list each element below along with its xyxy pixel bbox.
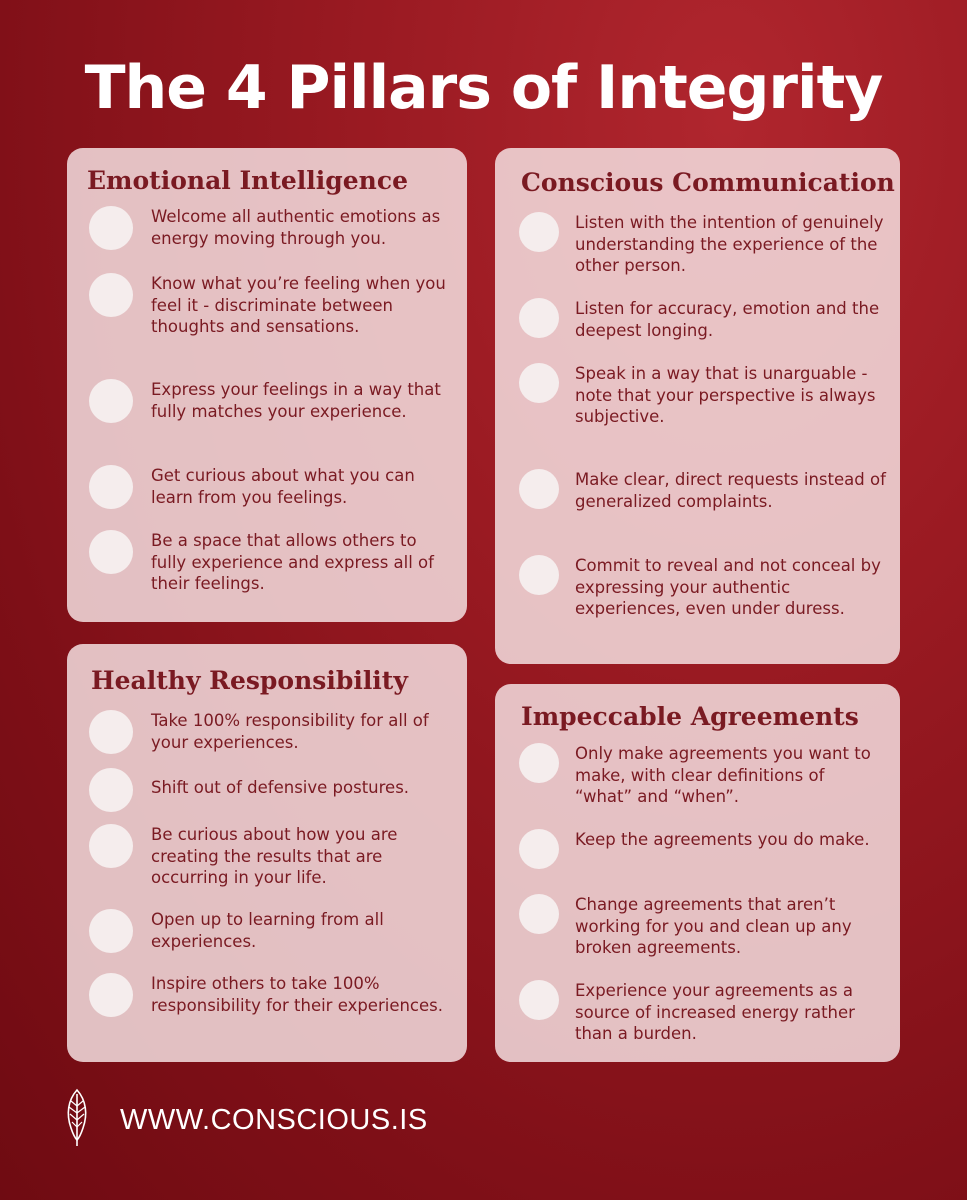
item-text: Open up to learning from all experiences. bbox=[151, 910, 384, 951]
item-text: Make clear, direct requests instead of generalized complaints. bbox=[575, 470, 886, 511]
bullet-circle bbox=[89, 379, 133, 423]
item-text: Listen for accuracy, emotion and the deepest longing. bbox=[575, 299, 880, 340]
feather-icon bbox=[64, 1088, 90, 1148]
card-emotional-intelligence bbox=[67, 148, 467, 622]
item-text: Listen with the intention of genuinely understanding the experience of the other person. bbox=[575, 213, 884, 275]
bullet-circle bbox=[89, 465, 133, 509]
bullet-circle bbox=[89, 973, 133, 1017]
bullet-circle bbox=[89, 710, 133, 754]
item-text: Take 100% responsibility for all of your experiences. bbox=[151, 711, 429, 752]
item-text: Experience your agreements as a source of increased energy rather than a burden. bbox=[575, 981, 855, 1043]
website-url[interactable]: WWW.CONSCIOUS.IS bbox=[120, 1104, 428, 1136]
page-title: The 4 Pillars of Integrity bbox=[84, 53, 883, 123]
item-text: Welcome all authentic emotions as energy moving through you. bbox=[151, 207, 441, 248]
bullet-circle bbox=[519, 363, 559, 403]
item-text: Be curious about how you are creating the results that are occurring in your life. bbox=[151, 825, 398, 887]
item-text: Commit to reveal and not conceal by expressing your authentic experiences, even under duress. bbox=[575, 556, 881, 618]
item-text: Change agreements that aren’t working for you and clean up any broken agreements. bbox=[575, 895, 852, 957]
item-text: Only make agreements you want to make, with clear definitions of “what” and “when”. bbox=[575, 744, 871, 806]
card-title: Impeccable Agreements bbox=[521, 702, 859, 731]
card-title: Conscious Communication bbox=[521, 168, 895, 197]
bullet-circle bbox=[89, 273, 133, 317]
bullet-circle bbox=[519, 980, 559, 1020]
item-text: Get curious about what you can learn from you feelings. bbox=[151, 466, 415, 507]
bullet-circle bbox=[519, 212, 559, 252]
bullet-circle bbox=[89, 768, 133, 812]
bullet-circle bbox=[89, 206, 133, 250]
item-text: Be a space that allows others to fully experience and express all of their feelings. bbox=[151, 531, 434, 593]
item-text: Express your feelings in a way that fully matches your experience. bbox=[151, 380, 441, 421]
card-healthy-responsibility bbox=[67, 644, 467, 1062]
bullet-circle bbox=[519, 829, 559, 869]
card-impeccable-agreements bbox=[495, 684, 900, 1062]
card-title: Healthy Responsibility bbox=[91, 666, 408, 695]
item-text: Know what you’re feeling when you feel it - discriminate between thoughts and sensations. bbox=[151, 274, 446, 336]
bullet-circle bbox=[519, 469, 559, 509]
item-text: Inspire others to take 100% responsibility for their experiences. bbox=[151, 974, 443, 1015]
card-title: Emotional Intelligence bbox=[87, 166, 408, 195]
item-text: Shift out of defensive postures. bbox=[151, 778, 410, 797]
bullet-circle bbox=[519, 894, 559, 934]
bullet-circle bbox=[89, 909, 133, 953]
bullet-circle bbox=[519, 298, 559, 338]
item-text: Speak in a way that is unarguable - note that your perspective is always subjective. bbox=[575, 364, 876, 426]
bullet-circle bbox=[519, 555, 559, 595]
bullet-circle bbox=[89, 824, 133, 868]
item-text: Keep the agreements you do make. bbox=[575, 830, 870, 849]
bullet-circle bbox=[519, 743, 559, 783]
card-conscious-communication bbox=[495, 148, 900, 664]
bullet-circle bbox=[89, 530, 133, 574]
